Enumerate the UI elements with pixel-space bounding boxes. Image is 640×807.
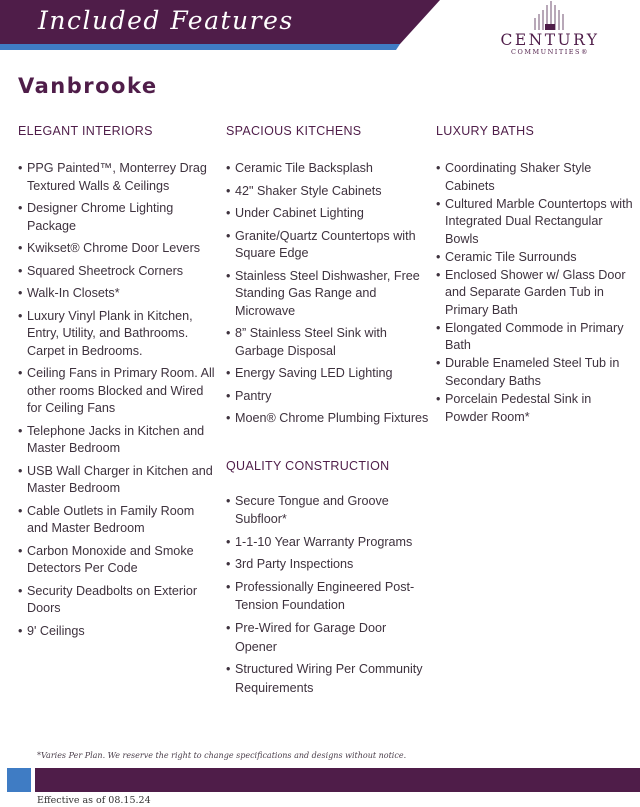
feature-item [18, 583, 218, 618]
feature-text: Kwikset® Chrome Door Levers [27, 241, 201, 255]
feature-text: Under Cabinet Lighting [235, 206, 364, 220]
feature-text: Moen® Chrome Plumbing Fixtures [235, 411, 429, 425]
bullet-icon: • [436, 356, 441, 371]
feature-text: Granite/Quartz Countertops with Square Edge [235, 228, 416, 260]
bullet-icon: • [436, 392, 441, 407]
feature-text: Telephone Jacks in Kitchen and Master Bedroom [27, 423, 205, 455]
bullet-icon: • [226, 268, 231, 283]
feature-item [226, 619, 431, 656]
bullet-icon: • [226, 161, 231, 175]
feature-text: Ceramic Tile Backsplash [235, 161, 373, 175]
feature-item [226, 492, 431, 529]
logo-name: CENTURY [500, 31, 600, 49]
bullet-icon: • [18, 161, 23, 175]
bullet-icon: • [18, 241, 23, 255]
feature-item [18, 543, 218, 578]
feature-text: Porcelain Pedestal Sink in Powder Room* [445, 392, 592, 424]
feature-item [436, 391, 636, 426]
feature-item [18, 503, 218, 538]
feature-text: Elongated Commode in Primary Bath [445, 320, 624, 353]
feature-item [226, 578, 431, 615]
feature-item [436, 160, 636, 195]
bullet-icon: • [226, 534, 231, 549]
feature-item [18, 623, 218, 641]
bullet-icon: • [18, 308, 23, 323]
feature-item [226, 410, 431, 428]
feature-text: 8” Stainless Steel Sink with Garbage Disposal [235, 326, 387, 358]
feature-item [18, 308, 218, 361]
feature-text: 3rd Party Inspections [235, 557, 354, 572]
feature-text: Designer Chrome Lighting Package [27, 201, 174, 233]
feature-item [18, 160, 218, 195]
feature-item [436, 320, 636, 355]
feature-item [226, 660, 431, 697]
feature-item [436, 355, 636, 390]
feature-text: 9' Ceilings [27, 623, 85, 638]
page-title: Included Features [38, 6, 294, 35]
feature-text: USB Wall Charger in Kitchen and Master Bedroom [27, 463, 213, 495]
bullet-icon: • [18, 543, 23, 558]
footer-accent-square [7, 768, 31, 792]
feature-item [226, 205, 431, 223]
bullet-icon: • [226, 388, 231, 403]
feature-text: Ceiling Fans in Primary Room. All other rooms Blocked and Wired for Ceiling Fans [27, 366, 215, 415]
feature-text: Coordinating Shaker Style Cabinets [445, 161, 592, 193]
section-heading: LUXURY BATHS [436, 124, 535, 138]
bullet-icon: • [226, 557, 231, 572]
bullet-icon: • [226, 493, 231, 508]
header-banner [0, 0, 445, 50]
feature-item [18, 285, 218, 303]
bullet-icon: • [436, 161, 441, 175]
bullet-icon: • [18, 623, 23, 638]
bullet-icon: • [226, 662, 231, 677]
section-heading: SPACIOUS KITCHENS [226, 124, 362, 138]
feature-text: Luxury Vinyl Plank in Kitchen, Entry, Utility, and Bathrooms. Carpet in Bedrooms. [27, 308, 193, 358]
feature-text: Cable Outlets in Family Room and Master Bedroom [27, 503, 195, 535]
bullet-icon: • [18, 286, 23, 300]
feature-item [436, 249, 636, 267]
feature-text: Cultured Marble Countertops with Integrated Dual Rectangular Bowls [445, 196, 633, 246]
feature-text: Security Deadbolts on Exterior Doors [27, 583, 198, 615]
feature-text: Structured Wiring Per Community Requirements [235, 662, 423, 695]
effective-date: Effective as of 08.15.24 [37, 795, 151, 806]
feature-text: Walk-In Closets* [27, 286, 120, 300]
bullet-icon: • [18, 366, 23, 380]
bullet-icon: • [436, 320, 441, 335]
bullet-icon: • [226, 411, 231, 425]
feature-item [226, 268, 431, 321]
bullet-icon: • [18, 463, 23, 478]
feature-item [226, 533, 431, 552]
bullet-icon: • [226, 326, 231, 340]
footer-bar [35, 768, 640, 792]
feature-text: Stainless Steel Dishwasher, Free Standing Gas Range and Microwave [235, 268, 420, 318]
feature-text: Pre-Wired for Garage Door Opener [235, 621, 387, 654]
bullet-icon: • [226, 206, 231, 220]
bullet-icon: • [18, 201, 23, 215]
feature-text: Durable Enameled Steel Tub in Secondary Baths [445, 356, 620, 388]
feature-item [226, 555, 431, 574]
building-skyline-icon [530, 0, 570, 30]
feature-text: Enclosed Shower w/ Glass Door and Separate Garden Tub in Primary Bath [445, 267, 626, 317]
bullet-icon: • [226, 183, 231, 198]
bullet-icon: • [18, 583, 23, 598]
bullet-icon: • [226, 579, 231, 594]
feature-text: Carbon Monoxide and Smoke Detectors Per Code [27, 543, 194, 575]
section-heading: QUALITY CONSTRUCTION [226, 458, 390, 473]
feature-text: PPG Painted™, Monterrey Drag Textured Walls & Ceilings [27, 161, 207, 193]
feature-item [436, 267, 636, 320]
bullet-icon: • [226, 621, 231, 636]
bullet-icon: • [18, 423, 23, 438]
feature-item [226, 325, 431, 360]
feature-item [226, 365, 431, 383]
feature-text: Pantry [235, 388, 272, 403]
bullet-icon: • [436, 196, 441, 211]
bullet-icon: • [18, 263, 23, 278]
feature-list [18, 160, 218, 640]
feature-item [18, 263, 218, 281]
community-name: Vanbrooke [18, 74, 158, 98]
feature-list [226, 492, 431, 698]
section-heading: ELEGANT INTERIORS [18, 124, 153, 138]
feature-item [18, 463, 218, 498]
bullet-icon: • [226, 228, 231, 243]
feature-item [436, 196, 636, 249]
feature-list [226, 160, 431, 428]
bullet-icon: • [226, 366, 231, 380]
feature-item [18, 200, 218, 235]
feature-text: 1-1-10 Year Warranty Programs [235, 534, 413, 549]
feature-text: Squared Sheetrock Corners [27, 263, 184, 278]
feature-item [226, 183, 431, 201]
feature-text: Energy Saving LED Lighting [235, 366, 393, 380]
feature-text: Ceramic Tile Surrounds [445, 249, 577, 264]
bullet-icon: • [18, 503, 23, 518]
column-elegant-interiors [18, 124, 218, 645]
feature-item [226, 388, 431, 406]
bullet-icon: • [436, 249, 441, 264]
feature-item [18, 423, 218, 458]
bullet-icon: • [436, 267, 441, 282]
century-communities-logo [492, 0, 608, 64]
column-kitchens-construction [226, 124, 431, 701]
logo-subtitle: COMMUNITIES® [511, 48, 589, 56]
feature-text: Professionally Engineered Post-Tension Foundation [235, 579, 415, 613]
feature-item [226, 160, 431, 178]
feature-item [226, 228, 431, 263]
feature-text: 42" Shaker Style Cabinets [235, 183, 382, 198]
feature-item [18, 240, 218, 258]
feature-list [436, 160, 636, 426]
feature-text: Secure Tongue and Groove Subfloor* [235, 493, 389, 527]
column-luxury-baths [436, 124, 636, 427]
disclaimer: *Varies Per Plan. We reserve the right to change specifications and designs without notice. [37, 751, 407, 760]
feature-item [18, 365, 218, 418]
